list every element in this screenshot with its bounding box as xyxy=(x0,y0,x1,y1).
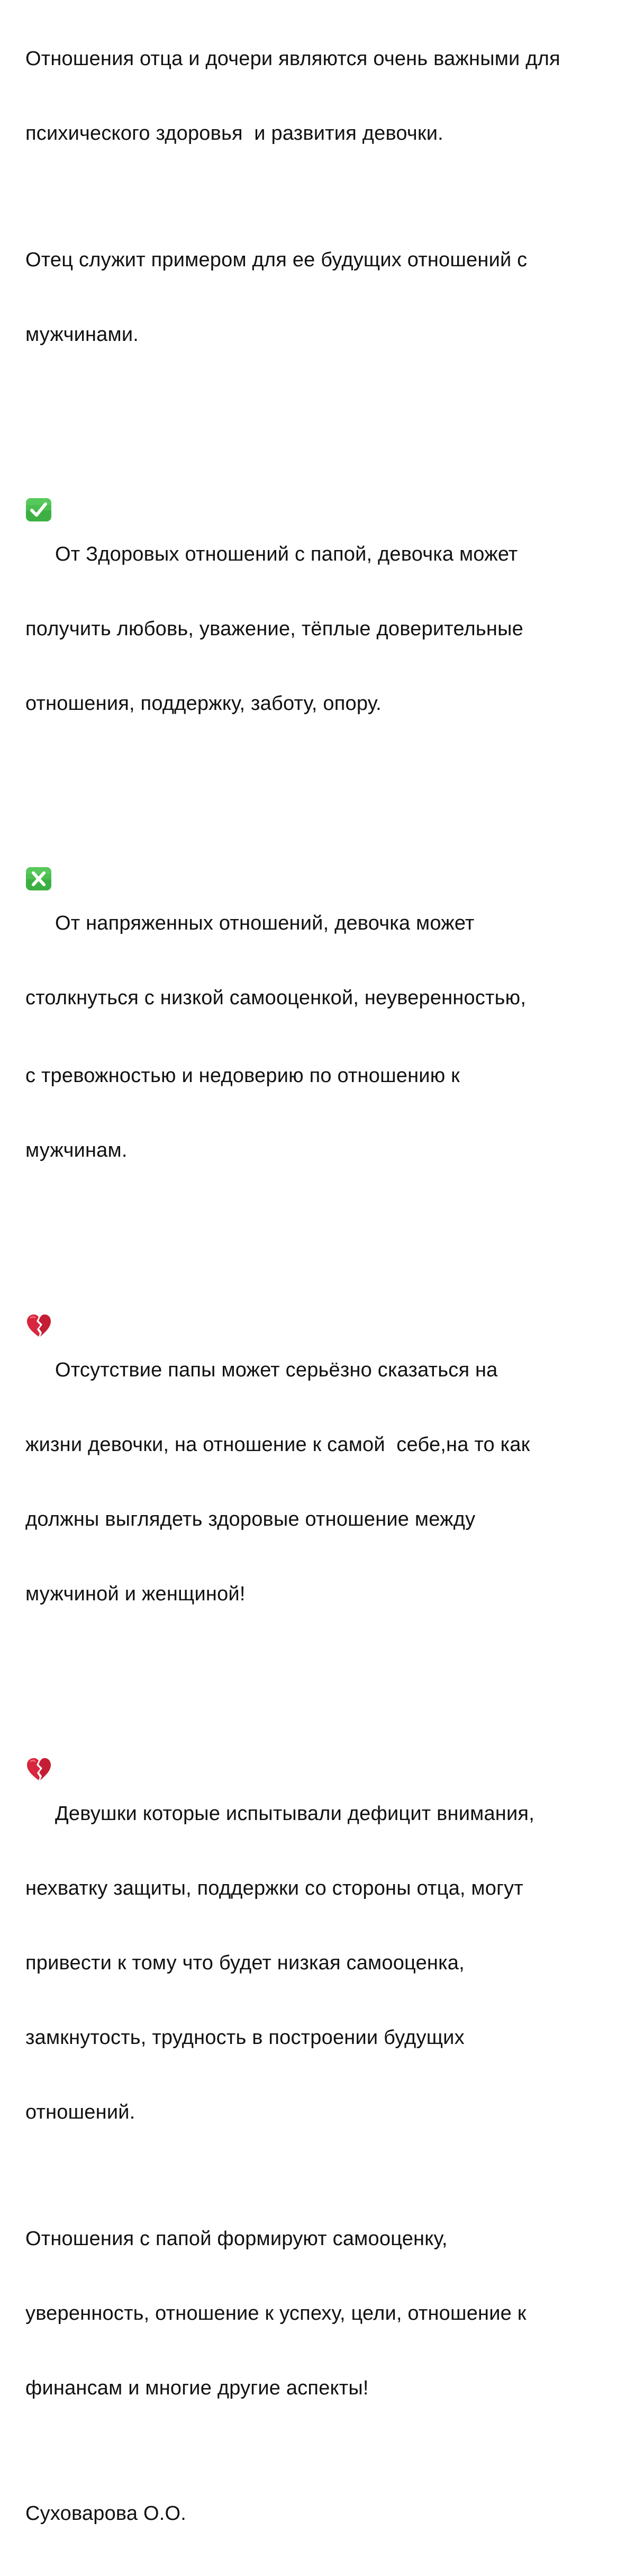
text-line: Отсутствие папы может серьёзно сказаться на xyxy=(55,1359,498,1381)
green-check-box-icon xyxy=(25,448,52,472)
paragraph-absence xyxy=(25,1214,629,1656)
text-line: От напряженных отношений, девочка может xyxy=(55,912,475,934)
broken-heart-icon xyxy=(25,1264,52,1288)
text-line: должны выглядеть здоровые отношение между xyxy=(25,1508,476,1530)
paragraph-healthy xyxy=(25,398,629,766)
signature-text: Суховарова О.О. xyxy=(25,2502,186,2525)
text-line: Отношения с папой формируют самооценку, xyxy=(25,2228,448,2250)
signature xyxy=(25,2452,629,2576)
text-line: мужчиной и женщиной! xyxy=(25,1583,246,1605)
text-document xyxy=(25,0,629,2576)
text-line: отношений. xyxy=(25,2101,135,2123)
text-line: привести к тому что будет низкая самооценка, xyxy=(25,1952,465,1974)
paragraph-intro xyxy=(25,0,629,196)
paragraph-tense xyxy=(25,767,629,1213)
text-line: мужчинами. xyxy=(25,323,139,346)
broken-heart-icon xyxy=(25,1707,52,1732)
paragraph-conclusion xyxy=(25,2177,629,2451)
text-line: Отношения отца и дочери являются очень важными для xyxy=(25,48,560,70)
paragraph-example xyxy=(25,198,629,397)
text-line: Девушки которые испытывали дефицит внимания, xyxy=(55,1803,534,1825)
text-line: нехватку защиты, поддержки со стороны отца, могут xyxy=(25,1877,523,1899)
text-line: получить любовь, уважение, тёплые доверительные xyxy=(25,618,523,640)
text-line: столкнуться с низкой самооценкой, неуверенностью, xyxy=(25,987,527,1009)
green-cross-box-icon xyxy=(25,817,52,841)
text-line: От Здоровых отношений с папой, девочка может xyxy=(55,543,518,565)
paragraph-deficit xyxy=(25,1658,629,2175)
text-line: финансам и многие другие аспекты! xyxy=(25,2377,369,2399)
text-line: замкнутость, трудность в построении будущих xyxy=(25,2026,465,2049)
text-line: уверенность, отношение к успеху, цели, отношение к xyxy=(25,2302,527,2325)
text-line: жизни девочки, на отношение к самой себе,на то как xyxy=(25,1434,530,1456)
text-line: мужчинам. xyxy=(25,1139,128,1161)
text-line: психического здоровья и развития девочки. xyxy=(25,122,443,145)
text-line: Отец служит примером для ее будущих отношений с xyxy=(25,249,528,271)
text-line: с тревожностью и недоверию по отношению к xyxy=(25,1065,460,1087)
text-line: отношения, поддержку, заботу, опору. xyxy=(25,692,382,715)
